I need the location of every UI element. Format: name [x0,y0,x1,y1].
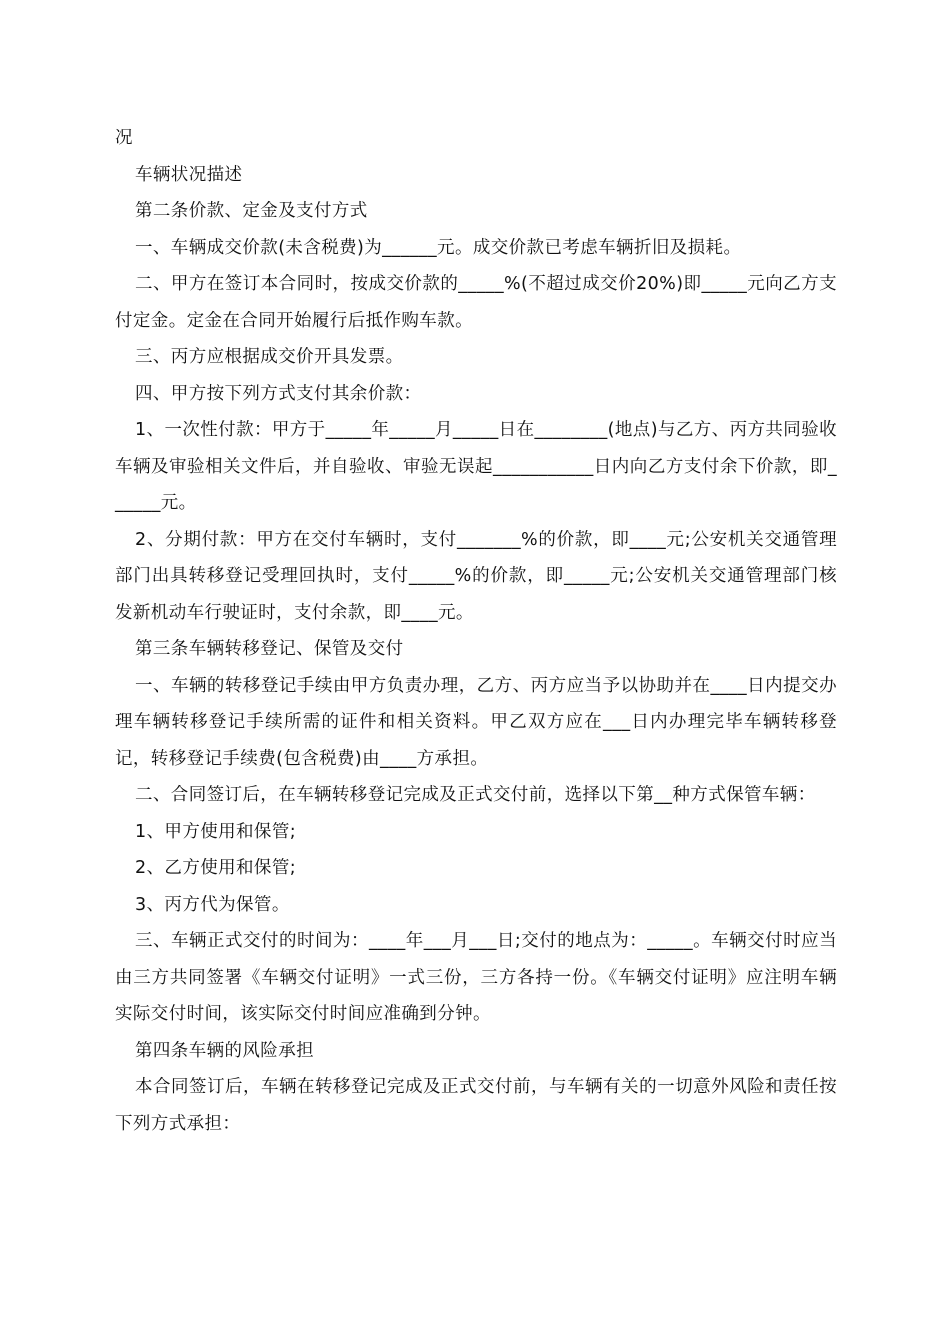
paragraph-2-4: 四、甲方按下列方式支付其余价款： [135,383,422,404]
heading-article-2: 第二条价款、定金及支付方式 [135,201,368,221]
heading-article-3: 第三条车辆转移登记、保管及交付 [135,639,404,659]
paragraph-2-1: 一、车辆成交价款(未含税费)为______元。成交价款已考虑车辆折旧及损耗。 [135,237,742,258]
paragraph-4-1: 本合同签订后，车辆在转移登记完成及正式交付前，与车辆有关的一切意外风险和责任按下列方式承担： [115,1077,837,1134]
paragraph-3-1: 一、车辆的转移登记手续由甲方负责办理，乙方、丙方应当予以协助并在____日内提交办理车辆转移登记手续所需的证件和相关资料。甲乙双方应在___日内办理完毕车辆转移登记，转移登记手续费(包含税费)由____方承担。 [115,675,837,769]
paragraph-continuation: 况 [115,128,133,148]
paragraph-3-2-2: 2、乙方使用和保管; [135,858,297,878]
paragraph-3-2-1: 1、甲方使用和保管; [135,821,297,842]
paragraph-3-3: 三、车辆正式交付的时间为：____年___月___日;交付的地点为：_____。车辆交付时应当由三方共同签署《车辆交付证明》一式三份，三方各持一份。《车辆交付证明》应注明车辆实际交付时间，该实际交付时间应准确到分钟。 [115,931,837,1024]
document-body [115,120,837,1142]
paragraph-2-4-2: 2、分期付款：甲方在交付车辆时，支付_______%的价款，即____元;公安机关交通管理部门出具转移登记受理回执时，支付_____%的价款，即_____元;公安机关交通管理部门核发新机动车行驶证时，支付余款，即____元。 [115,529,837,623]
paragraph-3-2: 二、合同签订后，在车辆转移登记完成及正式交付前，选择以下第__种方式保管车辆： [135,785,816,805]
paragraph-2-2: 二、甲方在签订本合同时，按成交价款的_____%(不超过成交价20%)即_____元向乙方支付定金。定金在合同开始履行后抵作购车款。 [115,274,837,331]
paragraph-3-2-3: 3、丙方代为保管。 [135,894,290,915]
heading-article-4: 第四条车辆的风险承担 [135,1040,314,1061]
paragraph-2-3: 三、丙方应根据成交价开具发票。 [135,347,404,367]
paragraph-2-4-1: 1、一次性付款：甲方于_____年_____月_____日在________(地点)与乙方、丙方共同验收车辆及审验相关文件后，并自验收、审验无误起___________日内向乙方支付余下价款，即______元。 [115,420,837,513]
paragraph-vehicle-condition: 车辆状况描述 [135,164,243,185]
